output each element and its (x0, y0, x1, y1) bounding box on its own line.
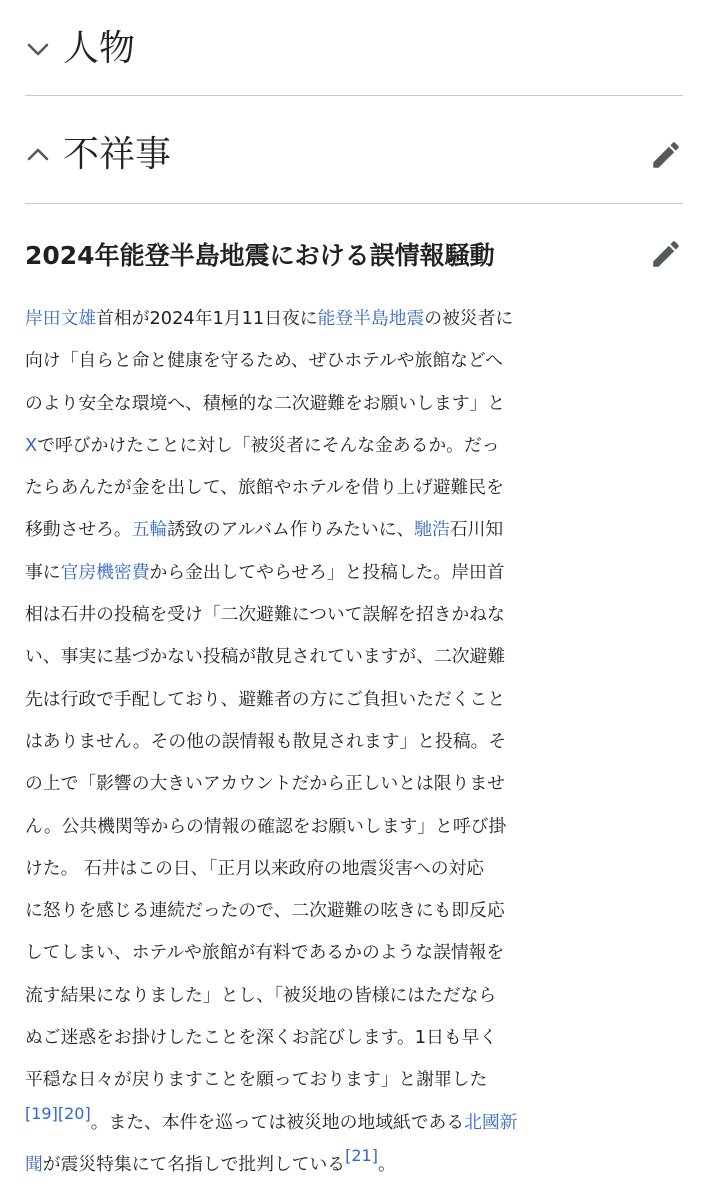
paragraph-line (25, 1059, 685, 1101)
text-run: 移動させろ。 (25, 519, 132, 541)
section-title-people: 人物 (63, 28, 136, 69)
citation-link[interactable]: [21] (345, 1145, 378, 1165)
section-divider (25, 95, 683, 96)
paragraph-line (25, 425, 685, 467)
paragraph-line (25, 721, 685, 763)
section-header-people[interactable] (25, 14, 683, 84)
citation-link[interactable]: [20] (57, 1103, 91, 1123)
subsection-title: 2024年能登半島地震における誤情報騒動 (25, 241, 495, 270)
chevron-down-icon (25, 36, 51, 62)
wiki-link[interactable]: 馳浩 (414, 519, 450, 541)
pencil-icon[interactable] (649, 237, 683, 271)
citation-link[interactable]: [19] (25, 1103, 58, 1123)
text-run: 。 (377, 1153, 396, 1175)
wiki-link[interactable]: 岸田文雄 (25, 308, 97, 329)
text-run: の上で「影響の大きいアカウントだから正しいとは限りませ (25, 773, 505, 795)
paragraph-line (25, 340, 685, 382)
text-run: 相は石井の投稿を受け「二次避難について誤解を招きかねな (25, 604, 505, 626)
wiki-link[interactable]: 北國新 (464, 1111, 518, 1133)
paragraph-line (25, 975, 685, 1017)
text-run: から金出してやらせろ」と投稿した。岸田首 (149, 561, 505, 583)
text-run: 石川知 (449, 519, 504, 541)
text-run: けた。 石井はこの日、「正月以来政府の地震災害への対応 (25, 857, 485, 879)
text-run: に怒りを感じる連続だったので、二次避難の呟きにも即反応 (25, 900, 505, 922)
paragraph-line (25, 552, 685, 594)
section-divider (25, 203, 683, 204)
text-run: はありません。その他の誤情報も散見されます」と投稿。そ (25, 730, 507, 752)
text-run: ん。公共機関等からの情報の確認をお願いします」と呼び掛 (25, 815, 507, 837)
wiki-link[interactable]: 聞 (25, 1153, 43, 1175)
text-run: ぬご迷惑をお掛けしたことを深くお詫びします。1日も早く (25, 1027, 498, 1049)
paragraph-line (25, 383, 685, 425)
section-header-scandal[interactable] (25, 120, 683, 190)
wiki-link[interactable]: 五輪 (131, 519, 168, 541)
paragraph-line (25, 636, 685, 678)
section-title-scandal: 不祥事 (63, 134, 172, 175)
paragraph-line (25, 1102, 685, 1144)
paragraph-line (25, 594, 685, 636)
pencil-icon[interactable] (649, 138, 683, 172)
text-run: の被災者に (424, 308, 514, 329)
wiki-link[interactable]: 官房機密費 (60, 561, 150, 583)
text-run: 事に (25, 561, 61, 583)
paragraph-line (25, 679, 685, 721)
article-paragraph (25, 298, 685, 1186)
paragraph-line (25, 848, 685, 890)
paragraph-line (25, 763, 685, 805)
paragraph-line (25, 298, 685, 340)
text-run: たらあんたが金を出して、旅館やホテルを借り上げ避難民を (25, 477, 504, 499)
text-run: 首相が2024年1月11日夜に (96, 308, 318, 329)
paragraph-line (25, 890, 685, 932)
paragraph-line (25, 509, 685, 551)
text-run: 向け「自らと命と健康を守るため、ぜひホテルや旅館などへ (25, 350, 503, 372)
paragraph-line (25, 1144, 685, 1186)
wiki-link[interactable]: 能登半島地震 (317, 308, 425, 329)
text-run: してしまい、ホテルや旅館が有料であるかのような誤情報を (25, 942, 505, 964)
text-run: い、事実に基づかない投稿が散見されていますが、二次避難 (25, 646, 506, 668)
text-run: 。また、本件を巡っては被災地の地域紙である (90, 1111, 465, 1133)
text-run: 平穏な日々が戻りますことを願っております」と謝罪した (25, 1069, 488, 1091)
subsection-header (25, 228, 683, 280)
paragraph-line (25, 806, 685, 848)
text-run: が震災特集にて名指しで批判している (42, 1153, 346, 1175)
text-run: 流す結果になりました」とし、「被災地の皆様にはただなら (25, 984, 497, 1006)
paragraph-line (25, 467, 685, 509)
text-run: 先は行政で手配しており、避難者の方にご負担いただくこと (25, 688, 506, 710)
paragraph-line (25, 932, 685, 974)
paragraph-line (25, 1017, 685, 1059)
text-run: で呼びかけたことに対し「被災者にそんな金あるか。だっ (37, 434, 500, 456)
text-run: のより安全な環境へ、積極的な二次避難をお願いします」と (25, 392, 506, 414)
wiki-link[interactable]: X (25, 434, 38, 456)
chevron-up-icon (25, 142, 51, 168)
text-run: 誘致のアルバム作りみたいに、 (167, 519, 415, 541)
